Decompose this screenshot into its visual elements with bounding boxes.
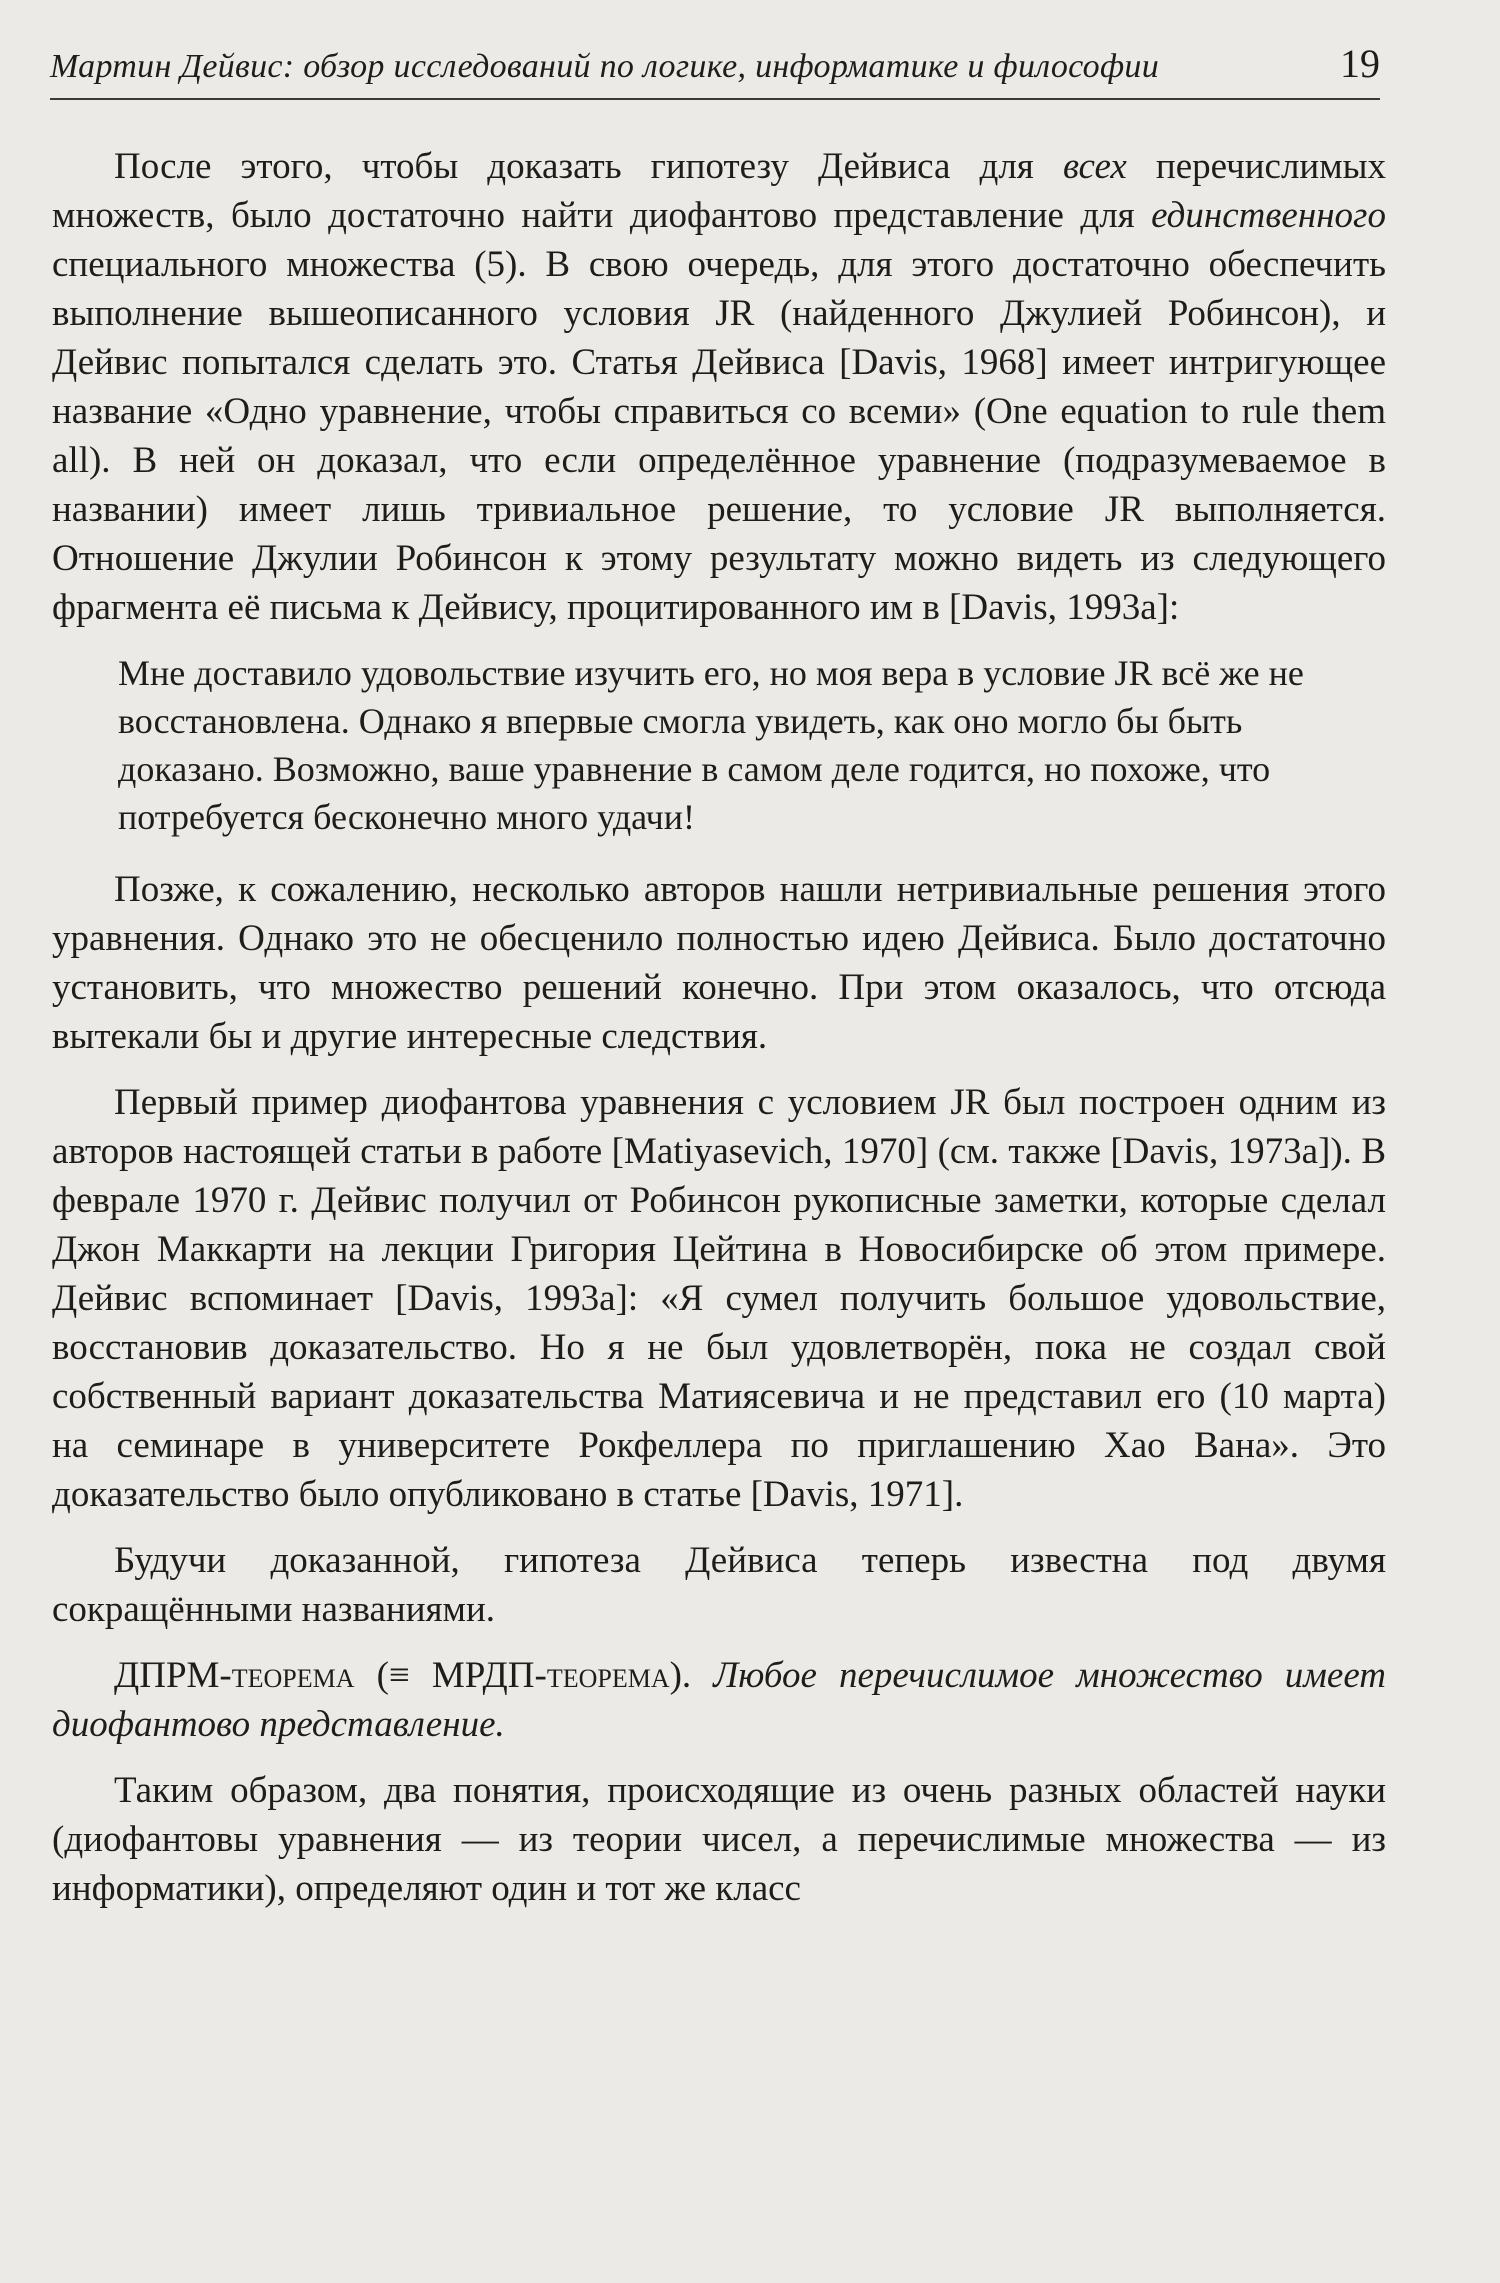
theorem-name-mrdp: МРДП-теорема bbox=[431, 1655, 670, 1696]
block-quote: Мне доставило удовольствие изучить его, но моя вера в условие JR всё же не восстановлена. Однако я впервые смогла увидеть, как оно могло бы быть доказано. Возможно, ваше уравнение в самом деле годится, но похоже, что потребуется бесконечно много удачи! bbox=[118, 653, 1304, 837]
paragraph-1-text-b: перечислимых множеств, было достаточно найти диофантово представление для bbox=[52, 146, 1387, 236]
theorem-statement bbox=[52, 1651, 1386, 1749]
theorem-name-dprm: ДПРМ-теорема bbox=[114, 1655, 355, 1696]
paragraph-1-text-c: специального множества (5). В свою очередь, для этого достаточно обеспечить выполнение вышеописанного условия JR (найденного Джулией Робинсон), и Дейвис попытался сделать это. Статья Дейвиса [Davis, 1968] имеет интригующее название «Одно уравнение, чтобы справиться со всеми» (One equation to rule them all). В ней он доказал, что если определённое уравнение (подразумеваемое в названии) имеет лишь тривиальное решение, то условие JR выполняется. Отношение Джулии Робинсон к этому результату можно видеть из следующего фрагмента её письма к Дейвису, процитированного им в [Davis, 1993a]: bbox=[52, 244, 1386, 628]
paragraph-2: Позже, к сожалению, несколько авторов нашли нетривиальные решения этого уравнения. Однако это не обесценило полностью идею Дейвиса. Было достаточно установить, что множество решений конечно. При этом оказалось, что отсюда вытекали бы и другие интересные следствия. bbox=[52, 869, 1386, 1057]
running-title: Мартин Дейвис: обзор исследований по логике, информатике и философии bbox=[50, 48, 1159, 85]
paragraph-3: Первый пример диофантова уравнения с условием JR был построен одним из авторов настоящей статьи в работе [Matiyasevich, 1970] (см. также [Davis, 1973a]). В феврале 1970 г. Дейвис получил от Робинсон рукописные заметки, которые сделал Джон Маккарти на лекции Григория Цейтина в Новосибирске об этом примере. Дейвис вспоминает [Davis, 1993a]: «Я сумел получить большое удовольствие, восстановив доказательство. Но я не был удовлетворён, пока не создал свой собственный вариант доказательства Матиясевича и не представил его (10 марта) на семинаре в университете Рокфеллера по приглашению Хао Вана». Это доказательство было опубликовано в статье [Davis, 1971]. bbox=[52, 1082, 1386, 1515]
emphasis-single: единственного bbox=[1151, 195, 1386, 236]
running-header bbox=[50, 38, 1380, 100]
paragraph-4: Будучи доказанной, гипотеза Дейвиса теперь известна под двумя сокращёнными названиями. bbox=[52, 1540, 1386, 1630]
paragraph-1-text-a: После этого, чтобы доказать гипотезу Дейвиса для bbox=[114, 146, 1063, 187]
theorem-equiv: (≡ bbox=[354, 1655, 432, 1696]
page-number: 19 bbox=[1340, 41, 1380, 86]
theorem-body: Любое перечислимое множество имеет диофантово представление. bbox=[52, 1655, 1386, 1745]
theorem-punct: ). bbox=[669, 1655, 714, 1696]
paragraph-5: Таким образом, два понятия, происходящие из очень разных областей науки (диофантовы уравнения — из теории чисел, а перечислимые множества — из информатики), определяют один и тот же класс bbox=[52, 1770, 1386, 1909]
page-body bbox=[52, 142, 1386, 1930]
paragraph-1 bbox=[52, 142, 1386, 632]
emphasis-all: всех bbox=[1062, 146, 1127, 187]
